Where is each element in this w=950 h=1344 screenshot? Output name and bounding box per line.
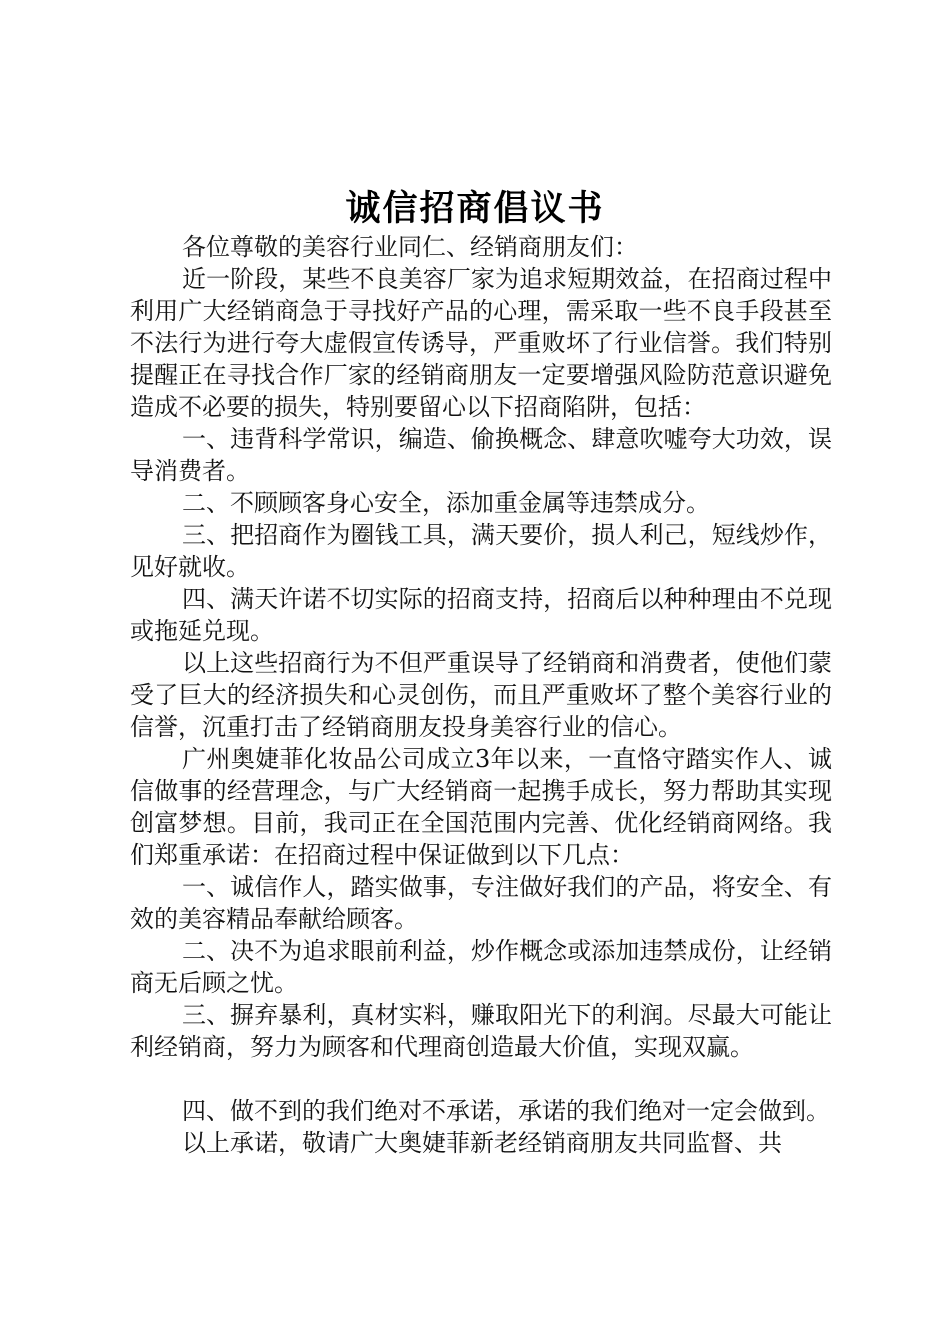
promise-item-4: 四、做不到的我们绝对不承诺，承诺的我们绝对一定会做到。 [182, 1097, 830, 1125]
closing-paragraph: 以上承诺，敬请广大奥婕菲新老经销商朋友共同监督、共 [182, 1129, 782, 1157]
body-paragraph: 广州奥婕菲化妆品公司成立3年以来，一直恪守踏实作人、诚信做事的经营理念，与广大经销商一起携手成长，努力帮助其实现创富梦想。目前，我司正在全国范围内完善、优化经销商网络。我们郑重承诺：在招商过程中保证做到以下几点： [130, 745, 832, 869]
promise-item-2: 二、决不为追求眼前利益，炒作概念或添加违禁成份，让经销商无后顾之忧。 [130, 937, 832, 997]
document-title: 诚信招商倡议书 [345, 188, 605, 229]
trap-item-2: 二、不顾顾客身心安全，添加重金属等违禁成分。 [182, 489, 710, 517]
promise-item-3: 三、摒弃暴利，真材实料，赚取阳光下的利润。尽最大可能让利经销商，努力为顾客和代理商创造最大价值，实现双赢。 [130, 1001, 832, 1061]
document-body [130, 231, 832, 1159]
body-paragraph: 近一阶段，某些不良美容厂家为追求短期效益，在招商过程中利用广大经销商急于寻找好产品的心理，需采取一些不良手段甚至不法行为进行夸大虚假宣传诱导，严重败坏了行业信誉。我们特别提醒正在寻找合作厂家的经销商朋友一定要增强风险防范意识避免造成不必要的损失，特别要留心以下招商陷阱，包括： [130, 265, 832, 421]
body-paragraph: 以上这些招商行为不但严重误导了经销商和消费者，使他们蒙受了巨大的经济损失和心灵创伤，而且严重败坏了整个美容行业的信誉，沉重打击了经销商朋友投身美容行业的信心。 [130, 649, 832, 741]
trap-item-1: 一、违背科学常识，编造、偷换概念、肆意吹嘘夸大功效，误导消费者。 [130, 425, 832, 485]
trap-item-3: 三、把招商作为圈钱工具，满天要价，损人利己，短线炒作，见好就收。 [130, 521, 832, 581]
trap-item-4: 四、满天许诺不切实际的招商支持，招商后以种种理由不兑现或拖延兑现。 [130, 585, 832, 645]
salutation-paragraph: 各位尊敬的美容行业同仁、经销商朋友们： [182, 233, 638, 261]
promise-item-1: 一、诚信作人，踏实做事，专注做好我们的产品，将安全、有效的美容精品奉献给顾客。 [130, 873, 832, 933]
